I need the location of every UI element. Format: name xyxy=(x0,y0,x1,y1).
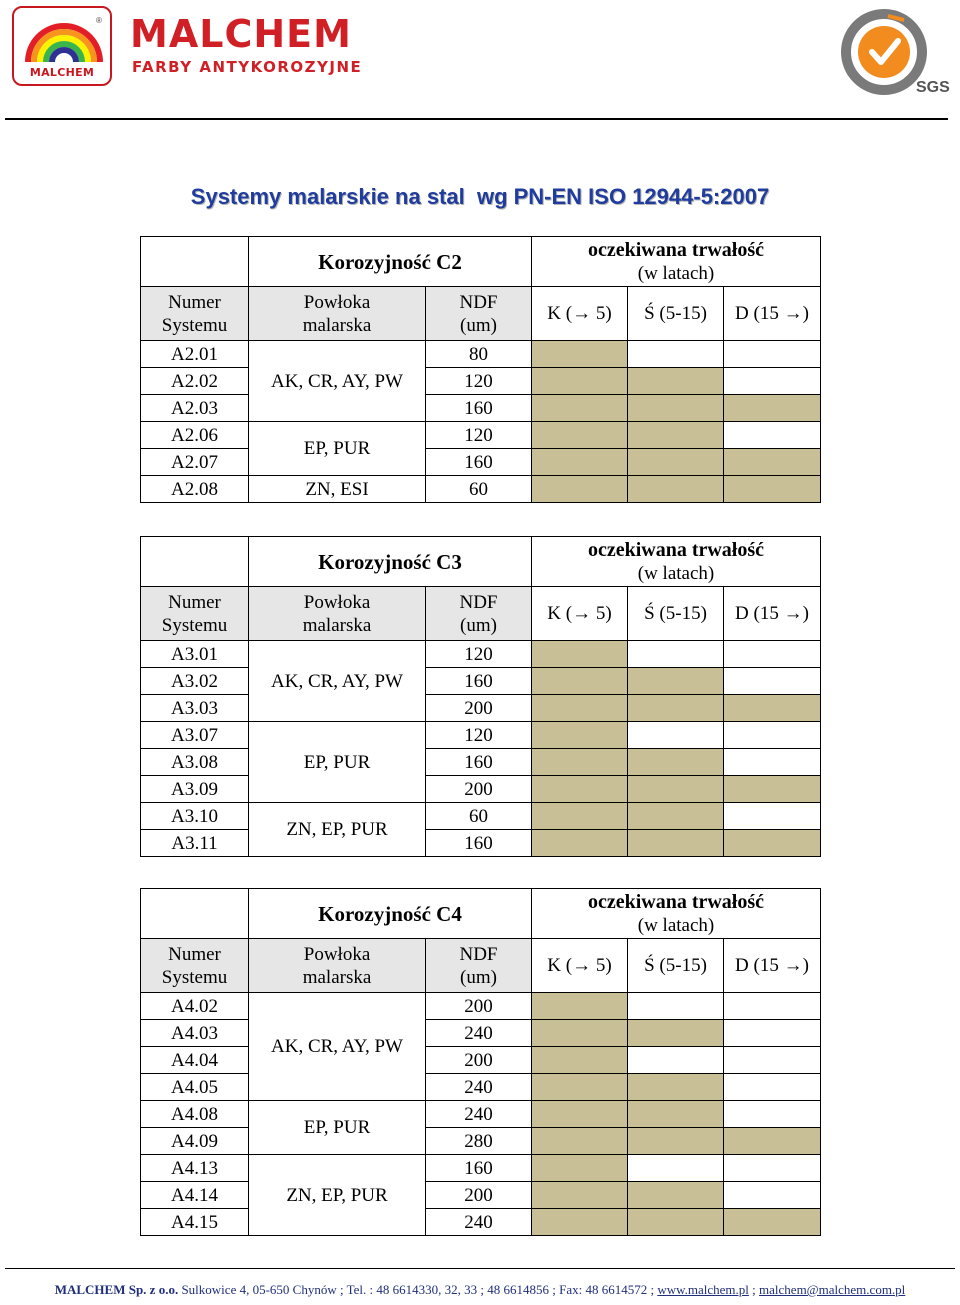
durability-d-cell xyxy=(724,368,821,395)
durability-d-cell xyxy=(724,695,821,722)
system-number-header-line1: Numer xyxy=(168,291,221,313)
footer-website-link[interactable]: www.malchem.pl xyxy=(657,1282,749,1297)
durability-k-cell xyxy=(532,1047,628,1074)
system-number-cell: A4.08 xyxy=(141,1101,249,1128)
coating-header-line2: malarska xyxy=(302,614,372,636)
table-corner-cell xyxy=(141,889,249,939)
system-number-cell: A3.02 xyxy=(141,668,249,695)
ndf-header-line2: (um) xyxy=(460,966,497,988)
cert-company-text: SGS xyxy=(916,79,950,96)
table-row xyxy=(141,341,821,368)
table-row xyxy=(141,776,821,803)
expected-durability-heading xyxy=(532,537,821,587)
durability-k-cell xyxy=(532,341,628,368)
ndf-header xyxy=(426,587,532,641)
durability-s-cell xyxy=(628,368,724,395)
system-number-cell: A4.15 xyxy=(141,1209,249,1236)
durability-d-cell xyxy=(724,722,821,749)
durability-title: oczekiwana trwałość xyxy=(587,890,765,913)
system-number-cell: A4.13 xyxy=(141,1155,249,1182)
brand-tagline: FARBY ANTYKOROZYJNE xyxy=(132,58,363,76)
table-row xyxy=(141,695,821,722)
table-row xyxy=(141,993,821,1020)
ndf-cell: 60 xyxy=(426,476,532,503)
durability-subtitle: (w latach) xyxy=(637,562,715,584)
durability-s-cell xyxy=(628,993,724,1020)
system-number-cell: A4.09 xyxy=(141,1128,249,1155)
system-number-header-line1: Numer xyxy=(168,591,221,613)
table-row xyxy=(141,1020,821,1047)
system-number-cell: A2.01 xyxy=(141,341,249,368)
system-number-cell: A3.08 xyxy=(141,749,249,776)
system-number-header-line2: Systemu xyxy=(161,966,228,988)
table-row xyxy=(141,668,821,695)
durability-s-cell xyxy=(628,749,724,776)
durability-k-cell xyxy=(532,993,628,1020)
durability-d-cell xyxy=(724,422,821,449)
system-number-cell: A2.08 xyxy=(141,476,249,503)
ndf-header-line1: NDF xyxy=(459,943,498,965)
durability-s-cell xyxy=(628,830,724,857)
durability-low-header: K (→ 5) xyxy=(532,587,628,641)
table-row xyxy=(141,722,821,749)
durability-d-cell xyxy=(724,449,821,476)
durability-k-cell xyxy=(532,1128,628,1155)
durability-d-cell xyxy=(724,1101,821,1128)
coating-header xyxy=(249,287,426,341)
table-row xyxy=(141,1182,821,1209)
durability-k-cell xyxy=(532,1020,628,1047)
durability-s-cell xyxy=(628,395,724,422)
system-number-cell: A3.01 xyxy=(141,641,249,668)
ndf-cell: 60 xyxy=(426,803,532,830)
footer-company: MALCHEM Sp. z o.o. xyxy=(54,1282,179,1297)
expected-durability-heading xyxy=(532,889,821,939)
system-number-cell: A4.05 xyxy=(141,1074,249,1101)
durability-s-cell xyxy=(628,803,724,830)
table-row xyxy=(141,368,821,395)
brand-name: MALCHEM xyxy=(130,12,352,56)
system-number-cell: A3.10 xyxy=(141,803,249,830)
system-number-cell: A4.02 xyxy=(141,993,249,1020)
registered-mark: ® xyxy=(96,16,102,25)
ndf-header xyxy=(426,287,532,341)
durability-s-cell xyxy=(628,668,724,695)
page-header xyxy=(0,0,960,120)
expected-durability-heading xyxy=(532,237,821,287)
durability-medium-header: Ś (5-15) xyxy=(628,587,724,641)
table-corner-cell xyxy=(141,237,249,287)
durability-k-cell xyxy=(532,368,628,395)
durability-k-cell xyxy=(532,695,628,722)
ndf-cell: 120 xyxy=(426,641,532,668)
header-divider xyxy=(5,118,948,120)
coating-header-line1: Powłoka xyxy=(303,591,371,613)
durability-s-cell xyxy=(628,1155,724,1182)
logo-wordmark: MALCHEM xyxy=(29,66,95,79)
system-number-cell: A3.07 xyxy=(141,722,249,749)
durability-medium-header: Ś (5-15) xyxy=(628,287,724,341)
durability-s-cell xyxy=(628,776,724,803)
page-title: Systemy malarskie na stal wg PN-EN ISO 12944-5:2007 xyxy=(190,184,770,209)
system-number-cell: A4.14 xyxy=(141,1182,249,1209)
durability-s-cell xyxy=(628,422,724,449)
corrosion-table-c2 xyxy=(140,236,821,503)
durability-k-cell xyxy=(532,722,628,749)
durability-title: oczekiwana trwałość xyxy=(587,238,765,261)
durability-d-cell xyxy=(724,341,821,368)
table-row xyxy=(141,641,821,668)
system-number-header xyxy=(141,587,249,641)
durability-k-cell xyxy=(532,641,628,668)
durability-s-cell xyxy=(628,341,724,368)
system-number-header-line2: Systemu xyxy=(161,314,228,336)
ndf-cell: 80 xyxy=(426,341,532,368)
coating-header-line2: malarska xyxy=(302,314,372,336)
table-row xyxy=(141,1155,821,1182)
ndf-cell: 160 xyxy=(426,749,532,776)
system-number-cell: A3.03 xyxy=(141,695,249,722)
ndf-cell: 240 xyxy=(426,1209,532,1236)
ndf-cell: 160 xyxy=(426,395,532,422)
durability-k-cell xyxy=(532,749,628,776)
coating-cell: AK, CR, AY, PW xyxy=(249,993,426,1101)
system-number-header xyxy=(141,939,249,993)
coating-header xyxy=(249,587,426,641)
rainbow-logo-icon xyxy=(24,14,104,66)
ndf-cell: 240 xyxy=(426,1074,532,1101)
ndf-header-line1: NDF xyxy=(459,591,498,613)
ndf-cell: 160 xyxy=(426,668,532,695)
durability-d-cell xyxy=(724,476,821,503)
corrosion-class-heading: Korozyjność C3 xyxy=(249,537,532,587)
footer-separator: ; xyxy=(748,1282,760,1297)
durability-d-cell xyxy=(724,1182,821,1209)
durability-s-cell xyxy=(628,1074,724,1101)
corrosion-table-c4 xyxy=(140,888,821,1236)
table-row xyxy=(141,449,821,476)
system-number-cell: A4.03 xyxy=(141,1020,249,1047)
table-row xyxy=(141,395,821,422)
sgs-certification-seal-icon xyxy=(838,8,950,98)
ndf-cell: 120 xyxy=(426,368,532,395)
corrosion-class-heading: Korozyjność C4 xyxy=(249,889,532,939)
system-number-cell: A2.07 xyxy=(141,449,249,476)
ndf-cell: 200 xyxy=(426,1047,532,1074)
durability-d-cell xyxy=(724,1128,821,1155)
coating-header-line2: malarska xyxy=(302,966,372,988)
coating-header-line1: Powłoka xyxy=(303,943,371,965)
coating-cell: ZN, ESI xyxy=(249,476,426,503)
durability-k-cell xyxy=(532,803,628,830)
system-number-header-line1: Numer xyxy=(168,943,221,965)
table-row xyxy=(141,1128,821,1155)
table-corner-cell xyxy=(141,537,249,587)
durability-s-cell xyxy=(628,1182,724,1209)
coating-cell: EP, PUR xyxy=(249,1101,426,1155)
durability-d-cell xyxy=(724,1155,821,1182)
durability-s-cell xyxy=(628,695,724,722)
table-row xyxy=(141,749,821,776)
durability-s-cell xyxy=(628,1047,724,1074)
durability-s-cell xyxy=(628,449,724,476)
coating-cell: EP, PUR xyxy=(249,422,426,476)
system-number-cell: A3.11 xyxy=(141,830,249,857)
table-row xyxy=(141,1074,821,1101)
durability-k-cell xyxy=(532,395,628,422)
ndf-cell: 200 xyxy=(426,776,532,803)
table-row xyxy=(141,1101,821,1128)
ndf-cell: 160 xyxy=(426,449,532,476)
durability-subtitle: (w latach) xyxy=(637,262,715,284)
durability-d-cell xyxy=(724,395,821,422)
durability-s-cell xyxy=(628,1209,724,1236)
durability-d-cell xyxy=(724,668,821,695)
system-number-cell: A4.04 xyxy=(141,1047,249,1074)
durability-d-cell xyxy=(724,776,821,803)
coating-cell: AK, CR, AY, PW xyxy=(249,641,426,722)
ndf-cell: 200 xyxy=(426,993,532,1020)
coating-header xyxy=(249,939,426,993)
durability-medium-header: Ś (5-15) xyxy=(628,939,724,993)
durability-high-header: D (15 →) xyxy=(724,287,821,341)
durability-subtitle: (w latach) xyxy=(637,914,715,936)
table-row xyxy=(141,476,821,503)
table-row xyxy=(141,1209,821,1236)
durability-k-cell xyxy=(532,422,628,449)
durability-k-cell xyxy=(532,449,628,476)
coating-header-line1: Powłoka xyxy=(303,291,371,313)
ndf-cell: 240 xyxy=(426,1101,532,1128)
ndf-header-line2: (um) xyxy=(460,314,497,336)
ndf-cell: 120 xyxy=(426,722,532,749)
ndf-cell: 160 xyxy=(426,1155,532,1182)
durability-title: oczekiwana trwałość xyxy=(587,538,765,561)
ndf-cell: 160 xyxy=(426,830,532,857)
ndf-header-line2: (um) xyxy=(460,614,497,636)
durability-k-cell xyxy=(532,1209,628,1236)
durability-high-header: D (15 →) xyxy=(724,939,821,993)
durability-d-cell xyxy=(724,830,821,857)
durability-s-cell xyxy=(628,1020,724,1047)
durability-k-cell xyxy=(532,1101,628,1128)
durability-d-cell xyxy=(724,803,821,830)
durability-d-cell xyxy=(724,1020,821,1047)
corrosion-table-c3 xyxy=(140,536,821,857)
durability-s-cell xyxy=(628,476,724,503)
ndf-header xyxy=(426,939,532,993)
table-row xyxy=(141,803,821,830)
durability-d-cell xyxy=(724,993,821,1020)
ndf-cell: 280 xyxy=(426,1128,532,1155)
durability-k-cell xyxy=(532,1182,628,1209)
durability-s-cell xyxy=(628,722,724,749)
durability-high-header: D (15 →) xyxy=(724,587,821,641)
durability-s-cell xyxy=(628,1101,724,1128)
system-number-cell: A2.03 xyxy=(141,395,249,422)
ndf-cell: 120 xyxy=(426,422,532,449)
table-row xyxy=(141,830,821,857)
page-footer xyxy=(0,1282,960,1298)
durability-k-cell xyxy=(532,776,628,803)
footer-divider xyxy=(5,1268,955,1269)
durability-s-cell xyxy=(628,641,724,668)
coating-cell: EP, PUR xyxy=(249,722,426,803)
ndf-cell: 200 xyxy=(426,1182,532,1209)
durability-d-cell xyxy=(724,749,821,776)
durability-s-cell xyxy=(628,1128,724,1155)
table-row xyxy=(141,422,821,449)
coating-cell: ZN, EP, PUR xyxy=(249,1155,426,1236)
coating-cell: AK, CR, AY, PW xyxy=(249,341,426,422)
ndf-header-line1: NDF xyxy=(459,291,498,313)
durability-d-cell xyxy=(724,1074,821,1101)
durability-d-cell xyxy=(724,1209,821,1236)
durability-d-cell xyxy=(724,641,821,668)
footer-email-link[interactable]: malchem@malchem.com.pl xyxy=(759,1282,906,1297)
durability-k-cell xyxy=(532,668,628,695)
system-number-header xyxy=(141,287,249,341)
durability-k-cell xyxy=(532,476,628,503)
durability-d-cell xyxy=(724,1047,821,1074)
system-number-header-line2: Systemu xyxy=(161,614,228,636)
system-number-cell: A2.02 xyxy=(141,368,249,395)
corrosion-class-heading: Korozyjność C2 xyxy=(249,237,532,287)
durability-low-header: K (→ 5) xyxy=(532,287,628,341)
durability-low-header: K (→ 5) xyxy=(532,939,628,993)
durability-k-cell xyxy=(532,1155,628,1182)
durability-k-cell xyxy=(532,1074,628,1101)
coating-cell: ZN, EP, PUR xyxy=(249,803,426,857)
table-row xyxy=(141,1047,821,1074)
durability-k-cell xyxy=(532,830,628,857)
system-number-cell: A3.09 xyxy=(141,776,249,803)
ndf-cell: 200 xyxy=(426,695,532,722)
footer-address: Sulkowice 4, 05-650 Chynów ; Tel. : 48 6614330, 32, 33 ; 48 6614856 ; Fax: 48 6614572 ; xyxy=(178,1282,658,1297)
system-number-cell: A2.06 xyxy=(141,422,249,449)
ndf-cell: 240 xyxy=(426,1020,532,1047)
